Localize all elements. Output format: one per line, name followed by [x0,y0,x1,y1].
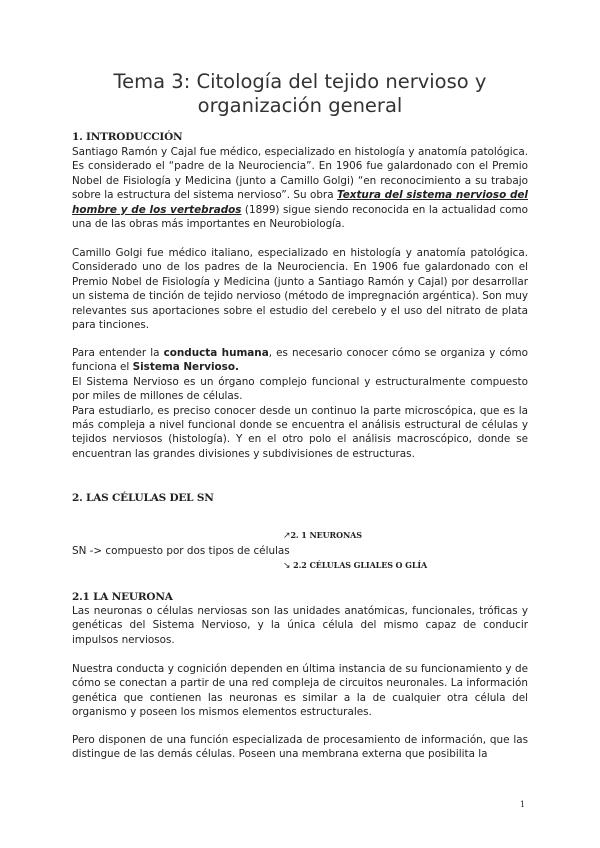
paragraph-sn-text-c: , es necesario conocer cómo se organiza y cómo funciona el [72,347,529,374]
arrow-down-right-icon: ↘ [283,561,291,571]
cajal-work-title: Textura del sistema nervioso del hombre y de los vertebrados [72,189,528,216]
diagram-branch-glia [283,560,427,571]
paragraph-sn-text-e: Para estudiarlo, es preciso conocer desde un continuo la parte microscópica, que es la más compleja a nivel funcional donde se encuentra el análisis estructural de células y tejidos nerviosos (histología). Y en el otro polo el análisis macroscópico, donde se encuentran las grandes divisiones y subdivisiones de estructuras. [72,404,528,460]
highlight-sistema-nervioso: Sistema Nervioso. [132,361,239,374]
paragraph-neuronas-definicion: Las neuronas o células nerviosas son las unidades anatómicas, funcionales, tróficas y genéticas del Sistema Nervioso, y la única célula del mismo capaz de conducir impulsos nerviosos. [72,605,528,646]
paragraph-sn-text-d: El Sistema Nervioso es un órgano complejo funcional y estructuralmente compuesto por miles de millones de células. [72,375,528,403]
paragraph-cajal-text-b: (1899) sigue siendo reconocida en la actualidad como una de las obras más importantes en Neurobiología. [72,203,528,231]
paragraph-conducta-cognicion: Nuestra conducta y cognición dependen en última instancia de su funcionamiento y de cómo se conectan a partir de una red compleja de circuitos neuronales. La información genética que contienen las neuronas es similar a la de cualquier otra célula del organismo y poseen los mismos elementos estructurales. [72,663,528,719]
paragraph-cajal-text-a: Santiago Ramón y Cajal fue médico, especializado en histología y anatomía patológica. Es considerado el “padre de la Neurociencia”. En 1906 fue galardonado con el Premio Nobel de Fisiología y Medicina (junto a Camillo Golgi) “en reconocimiento a su trabajo sobre la estructura del sistema nervioso”. Su obra [72,146,528,202]
paragraph-sn-text-a: Para entender la [72,347,164,359]
paragraph-cajal [72,145,528,231]
page-title: Tema 3: Citología del tejido nervioso y organización general [113,70,487,117]
diagram-root-text: SN -> compuesto por dos tipos de células [72,545,290,557]
paragraph-golgi: Camillo Golgi fue médico italiano, especializado en histología y anatomía patológica. Considerado uno de los padres de la Neurociencia. En 1906 fue galardonado con el Premio Nobel de Fisiología y Medicina (junto a Santiago Ramón y Cajal) por desarrollar un sistema de tinción de tejido nervioso (método de impregnación argéntica). Son muy relevantes sus aportaciones sobre el estudio del cerebelo y el uso del nitrato de plata para tinciones. [72,247,528,332]
paragraph-sistema-nervioso [72,346,528,461]
arrow-up-right-icon: ↗ [283,531,291,541]
section-heading-introduccion: 1. INTRODUCCIÓN [72,131,183,143]
page-number: 1 [520,800,526,809]
branch-neuronas-label: 2. 1 NEURONAS [290,530,362,540]
diagram-branch-neuronas [283,530,362,541]
paragraph-procesamiento: Pero disponen de una función especializada de procesamiento de información, que las distingue de las demás células. Poseen una membrana externa que posibilita la [72,734,528,761]
section-heading-celulas: 2. LAS CÉLULAS DEL SN [72,492,214,504]
section-heading-neurona: 2.1 LA NEURONA [72,591,173,603]
branch-glia-label: 2.2 CÉLULAS GLIALES O GLÍA [293,560,428,570]
highlight-conducta-humana: conducta humana [163,347,269,359]
